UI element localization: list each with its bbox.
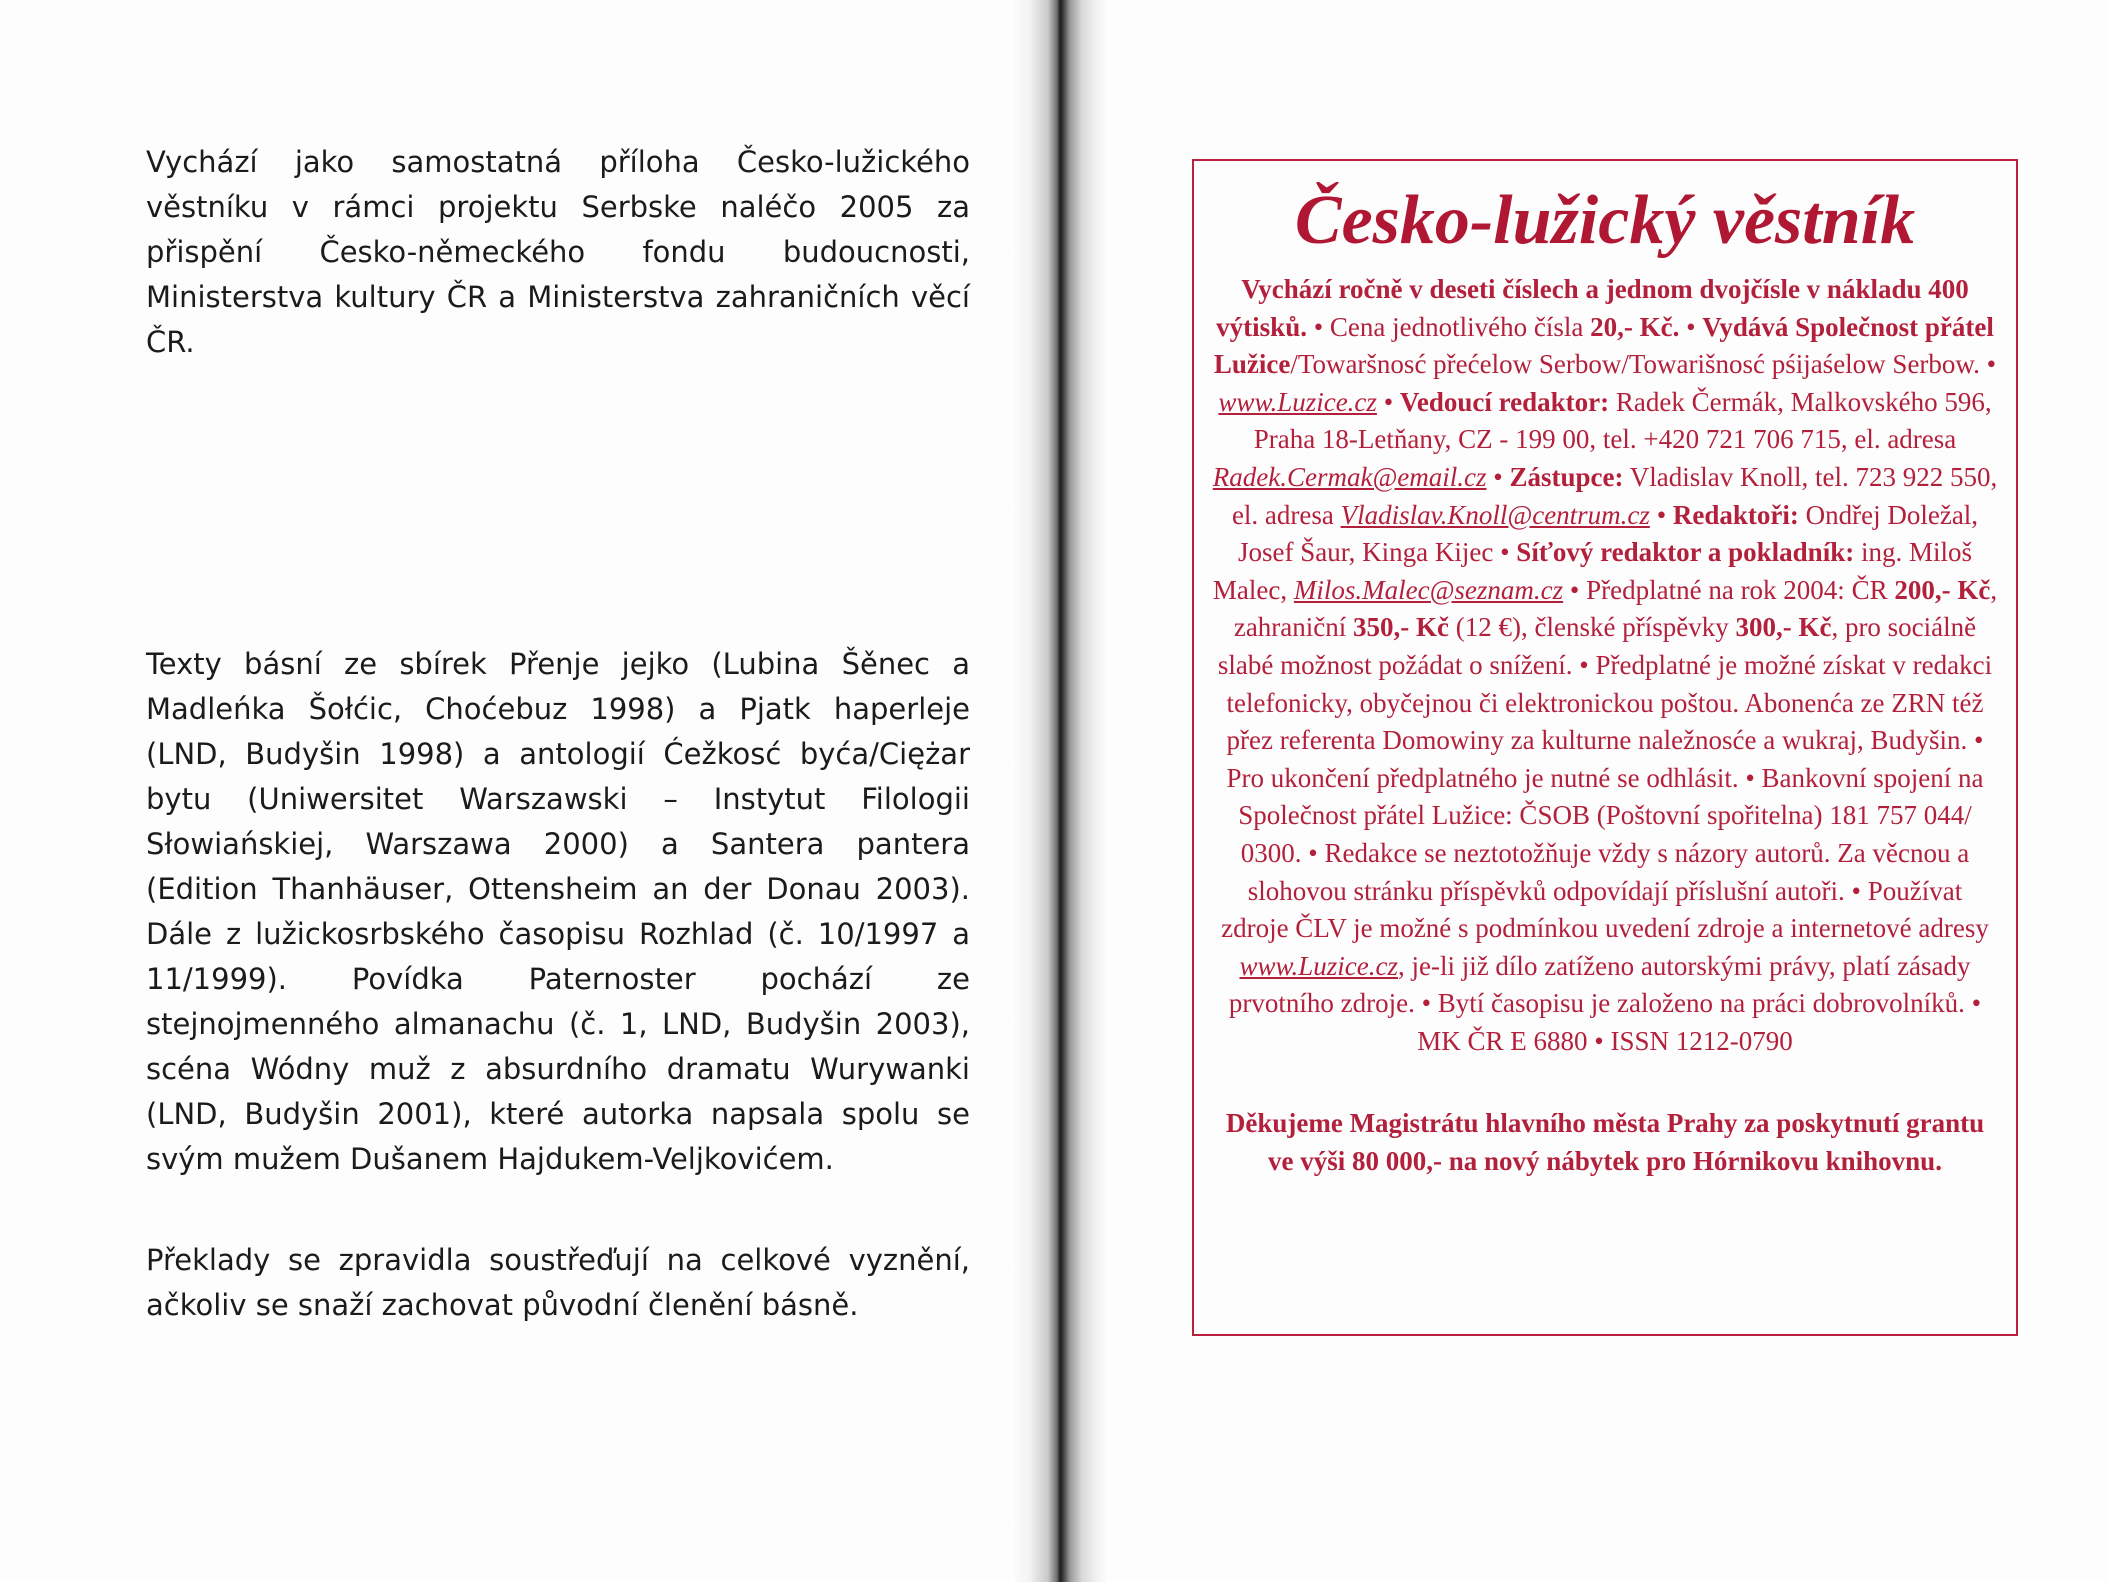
price-abroad: 350,- Kč xyxy=(1353,612,1450,643)
deputy-email-link[interactable]: Vladislav.Knoll@centrum.cz xyxy=(1340,499,1650,530)
imprint-box xyxy=(1192,159,2018,1336)
website-link-2[interactable]: www.Luzice.cz xyxy=(1239,950,1398,981)
deputy-label: Zástupce: xyxy=(1509,461,1624,492)
website-link[interactable]: www.Luzice.cz xyxy=(1218,386,1377,417)
grant-thanks: Děkujeme Magistrátu hlavního města Prahy za poskytnutí grantu ve výši 80 000,- na nový nábytek pro Hórnikovu knihovnu. xyxy=(1225,1108,1985,1177)
book-gutter xyxy=(1010,0,1110,1582)
price-cz: 200,- Kč xyxy=(1894,574,1991,605)
editors-label: Redaktoři: xyxy=(1672,499,1799,530)
frequency-info: Vychází ročně v deseti číslech a jednom dvojčísle v nákladu 400 výtisků. xyxy=(1216,274,1969,342)
sources-paragraph: Texty básní ze sbírek Přenje jejko (Lubina Šěnec a Madleńka Šołćic, Choćebuz 1998) a Pjatk haperleje (LND, Budyšin 1998) a antologií Ćežkosć byća/Ciężar bytu (Uniwersitet Warszawski – Instytut Filologii Słowiańskiej, Warszawa 2000) a Santera pantera (Edition Thanhäuser, Ottensheim an der Donau 2003). Dále z lužickosrbského časopisu Rozhlad (č. 10/1997 a 11/1999). Povídka Paternoster pochází ze stejnojmenného almanachu (č. 1, LND, Budyšin 2003), scéna Wódny muž z absurdního dramatu Wurywanki (LND, Budyšin 2001), které autorka napsala spolu se svým mužem Dušanem Hajdukem-Veljkovićem. xyxy=(146,647,970,1176)
translation-note: Překlady se zpravidla soustřeďují na celkové vyznění, ačkoliv se snaží zachovat původní členění básně. xyxy=(146,1243,970,1322)
imprint-text: Vychází ročně v deseti číslech a jednom dvojčísle v nákladu 400 výtisků. • Cena jednotlivého čísla 20,- Kč. • Vydává Společnost přátel Lužice/Towaršnosć přećelow Serbow/Towarišnosć pśijaśelow Serbow. • www.Luzice.cz • Vedoucí redaktor: Radek Čermák, Malkovského 596, Praha 18-Letňany, CZ - 199 00, tel. +420 721 706 715, el. adresa Radek.Cermak@email.cz • Zástupce: Vladislav Knoll, tel. 723 922 550, el. adresa Vladislav.Knoll@centrum.cz • Redaktoři: Ondřej Doležal, Josef Šaur, Kinga Kijec • Síťový redaktor a pokladník: ing. Miloš Malec, Milos.Malec@seznam.cz • Předplatné na rok 2004: ČR 200,- Kč, zahraniční 350,- Kč (12 €), členské příspěvky 300,- Kč, pro sociálně slabé možnost požádat o snížení. • Předplatné je možné získat v redakci telefonicky, obyčejnou či elektronickou poštou. Abonenća ze ZRN též přez referenta Domowiny za kulturne naležnosće a wukraj, Budyšin. • Pro ukončení předplatného je nutné se odhlásit. • Bankovní spojení na Společnost přátel Lužice: ČSOB (Poštovní spořitelna) 181 757 044/ 0300. • Redakce se neztotožňuje vždy s názory autorů. Za věcnou a slohovou stránku příspěvků odpovídají příslušní autoři. • Používat zdroje ČLV je možné s podmínkou uvedení zdroje a internetové adresy www.Luzice.cz, je-li již dílo zatíženo autorskými právy, platí zásady prvotního zdroje. • Bytí časopisu je založeno na práci dobrovolníků. • MK ČR E 6880 • ISSN 1212-0790 xyxy=(1212,274,1998,1056)
publication-note: Vychází jako samostatná příloha Česko-lužického věstníku v rámci projektu Serbske naléčo 2005 za přispění Česko-německého fondu budoucnosti, Ministerstva kultury ČR a Ministerstva zahraničních věcí ČR. xyxy=(146,145,970,359)
editor-label: Vedoucí redaktor: xyxy=(1399,386,1610,417)
publisher: Vydává Společnost přátel Lužice xyxy=(1213,311,1994,380)
journal-title: Česko-lužický věstník xyxy=(1294,182,1916,259)
editor-email-link[interactable]: Radek.Cermak@email.cz xyxy=(1212,461,1487,492)
membership-fee: 300,- Kč xyxy=(1735,612,1832,643)
web-editor-label: Síťový redaktor a pokladník: xyxy=(1516,537,1855,568)
issue-price: 20,- Kč. xyxy=(1590,311,1680,342)
web-editor-email-link[interactable]: Milos.Malec@seznam.cz xyxy=(1293,574,1564,605)
